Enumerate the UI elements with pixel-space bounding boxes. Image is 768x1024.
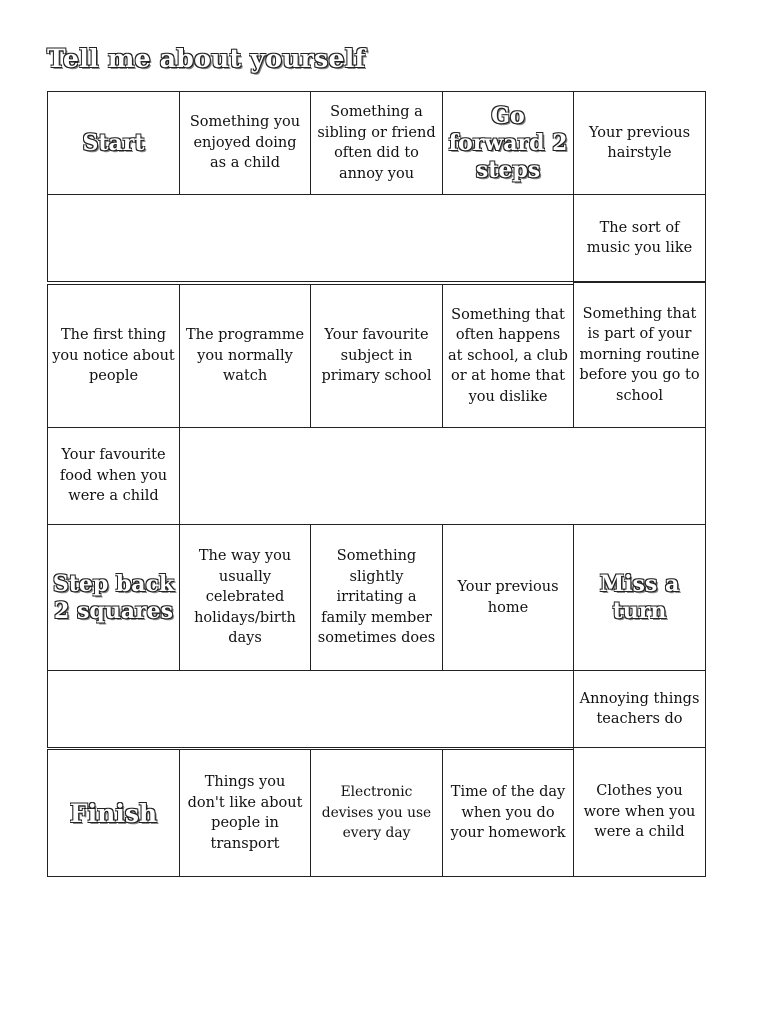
square — [310, 749, 443, 877]
square-text: Your previous hairstyle — [588, 124, 691, 161]
square-text: Clothes you wore when you were a child — [583, 783, 696, 841]
square-label: Start — [82, 129, 145, 156]
square-label: Finish — [69, 798, 158, 828]
square-label: Step back 2 squares — [52, 570, 175, 624]
square-finish — [47, 749, 180, 877]
square — [310, 524, 443, 671]
square — [310, 284, 443, 428]
square-text: Something a sibling or friend often did to annoy you — [317, 104, 436, 182]
board-border — [47, 281, 574, 282]
square-label: Miss a turn — [599, 570, 680, 624]
board-border — [47, 747, 574, 748]
square-step-back — [47, 524, 180, 671]
board-border — [47, 670, 48, 748]
square-text: The way you usually celebrated holidays/birth days — [194, 548, 296, 647]
square-text: Things you don't like about people in transport — [187, 774, 303, 852]
square-start — [47, 91, 180, 195]
square-miss-turn — [573, 524, 706, 671]
square-text: Something you enjoyed doing as a child — [189, 114, 301, 172]
board-border — [47, 194, 48, 282]
connector-square — [573, 194, 706, 282]
square-text: Your previous home — [457, 579, 559, 616]
square — [310, 91, 443, 195]
square — [442, 524, 574, 671]
square-text: Something slightly irritating a family member sometimes does — [317, 548, 436, 647]
square — [179, 91, 311, 195]
square-text: Annoying things teachers do — [579, 690, 700, 727]
page-title: Tell me about yourself — [47, 44, 366, 73]
connector-square — [573, 670, 706, 748]
square — [179, 284, 311, 428]
square-text: Something that is part of your morning routine before you go to school — [579, 305, 700, 404]
square-text: Something that often happens at school, a club or at home that you dislike — [448, 306, 568, 405]
square — [179, 749, 311, 877]
square-text: Electronic devises you use every day — [321, 784, 432, 842]
board-border — [179, 427, 706, 428]
square — [442, 749, 574, 877]
square-text: The first thing you notice about people — [52, 327, 175, 385]
square-label: Go forward 2 steps — [448, 102, 568, 183]
square-text: Your favourite food when you were a child — [59, 447, 168, 505]
square — [573, 91, 706, 195]
square-text: The programme you normally watch — [185, 327, 305, 385]
square-text: Time of the day when you do your homework — [450, 784, 566, 842]
connector-square — [47, 427, 180, 525]
square-text: Your favourite subject in primary school — [321, 327, 432, 385]
square — [442, 284, 574, 428]
square — [573, 282, 706, 428]
square-text: The sort of music you like — [586, 219, 693, 256]
board-border — [705, 427, 706, 525]
square — [573, 747, 706, 877]
square — [47, 284, 180, 428]
square-go-forward — [442, 91, 574, 195]
square — [179, 524, 311, 671]
